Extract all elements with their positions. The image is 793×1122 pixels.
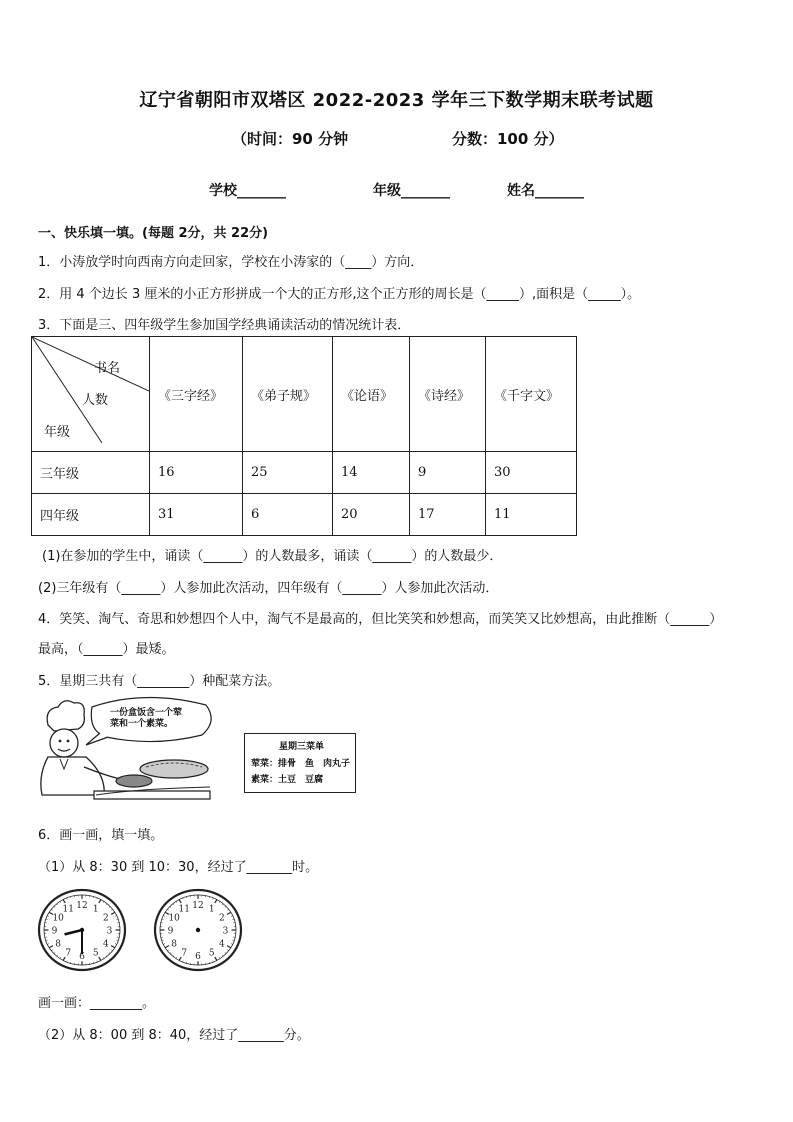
corner-label-grade: 年级: [44, 425, 71, 440]
menu-veg: 素菜：土豆 豆腐: [251, 775, 324, 785]
svg-text:4: 4: [102, 939, 109, 950]
svg-text:11: 11: [178, 904, 190, 915]
svg-text:5: 5: [92, 948, 99, 959]
table-cell: 20: [333, 494, 410, 536]
svg-text:3: 3: [106, 926, 113, 937]
svg-text:12: 12: [192, 900, 204, 911]
row-label: 四年级: [32, 494, 150, 536]
question-6: 6．画一画，填一填。: [38, 828, 164, 843]
column-header: 《诗经》: [410, 337, 486, 452]
table-corner-header: [32, 337, 150, 452]
table-cell: 30: [486, 452, 577, 494]
school-field[interactable]: 学校_______: [209, 183, 286, 199]
question-2: 2．用 4 个边长 3 厘米的小正方形拼成一个大的正方形,这个正方形的周长是（_____）,面积是（_____）。: [38, 287, 641, 302]
svg-text:10: 10: [168, 913, 180, 924]
column-header: 《三字经》: [150, 337, 243, 452]
question-1: 1．小涛放学时向西南方向走回家，学校在小涛家的（____）方向．: [38, 255, 424, 270]
question-6-part-1: （1）从 8：30 到 10：30，经过了_______时。: [38, 860, 319, 875]
section-heading: 一、快乐填一填。(每题 2分，共 22分): [38, 226, 269, 241]
table-cell: 14: [333, 452, 410, 494]
table-cell: 11: [486, 494, 577, 536]
menu-meat: 荤菜：排骨 鱼 肉丸子: [251, 759, 351, 769]
table-cell: 17: [410, 494, 486, 536]
svg-text:9: 9: [51, 926, 58, 937]
svg-text:7: 7: [65, 948, 72, 959]
table-row: [32, 452, 577, 494]
table-row: [32, 494, 577, 536]
svg-text:9: 9: [167, 926, 174, 937]
name-field[interactable]: 姓名_______: [507, 183, 584, 199]
clock-face-right[interactable]: [152, 888, 244, 972]
svg-text:6: 6: [195, 952, 201, 963]
speech-line: 一份盒饭含一个荤: [110, 708, 183, 718]
svg-text:3: 3: [222, 926, 229, 937]
clock-face-left: [36, 888, 128, 972]
question-3: 3．下面是三、四年级学生参加国学经典诵读活动的情况统计表．: [38, 318, 411, 333]
question-3-part-1: (1)在参加的学生中，诵读（______）的人数最多，诵读（______）的人数最少．: [42, 549, 503, 564]
corner-label-people: 人数: [82, 393, 109, 408]
speech-line: 菜和一个素菜。: [110, 719, 174, 729]
page-title: 辽宁省朝阳市双塔区 2022-2023 学年三下数学期末联考试题: [139, 90, 654, 111]
question-4-line-2: 最高，（______）最矮。: [38, 642, 175, 657]
exam-time: （时间：90 分钟: [232, 130, 349, 148]
svg-text:2: 2: [102, 913, 109, 924]
row-label: 三年级: [32, 452, 150, 494]
svg-text:2: 2: [218, 913, 225, 924]
svg-text:7: 7: [181, 948, 188, 959]
svg-text:6: 6: [79, 952, 85, 963]
menu-title: 星期三菜单: [279, 742, 325, 752]
question-4-line-1: 4．笑笑、淘气、奇思和妙想四个人中，淘气不是最高的，但比笑笑和妙想高，而笑笑又比妙想高，由此推断（______）: [38, 612, 723, 627]
column-header: 《弟子规》: [243, 337, 333, 452]
table-cell: 25: [243, 452, 333, 494]
question-5: 5．星期三共有（________）种配菜方法。: [38, 674, 281, 689]
column-header: 《千字文》: [486, 337, 577, 452]
stats-table: [31, 336, 577, 536]
corner-label-book: 书名: [94, 361, 121, 376]
draw-answer-line[interactable]: 画一画：________。: [38, 996, 156, 1011]
table-cell: 9: [410, 452, 486, 494]
svg-text:10: 10: [52, 913, 64, 924]
svg-text:8: 8: [171, 939, 178, 950]
svg-text:12: 12: [76, 900, 88, 911]
svg-text:5: 5: [208, 948, 215, 959]
grade-field[interactable]: 年级_______: [373, 183, 450, 199]
svg-text:4: 4: [218, 939, 225, 950]
table-cell: 31: [150, 494, 243, 536]
speech-bubble-text: [110, 708, 182, 730]
column-header: 《论语》: [333, 337, 410, 452]
svg-text:1: 1: [208, 904, 215, 915]
question-6-part-2: （2）从 8：00 到 8：40，经过了_______分。: [38, 1028, 310, 1043]
exam-score: 分数：100 分）: [452, 130, 564, 148]
table-cell: 6: [243, 494, 333, 536]
svg-text:1: 1: [92, 904, 99, 915]
svg-text:8: 8: [55, 939, 62, 950]
question-3-part-2: (2)三年级有（______）人参加此次活动，四年级有（______）人参加此次活动．: [38, 581, 499, 596]
menu-card: [244, 733, 356, 793]
table-cell: 16: [150, 452, 243, 494]
svg-text:11: 11: [62, 904, 74, 915]
